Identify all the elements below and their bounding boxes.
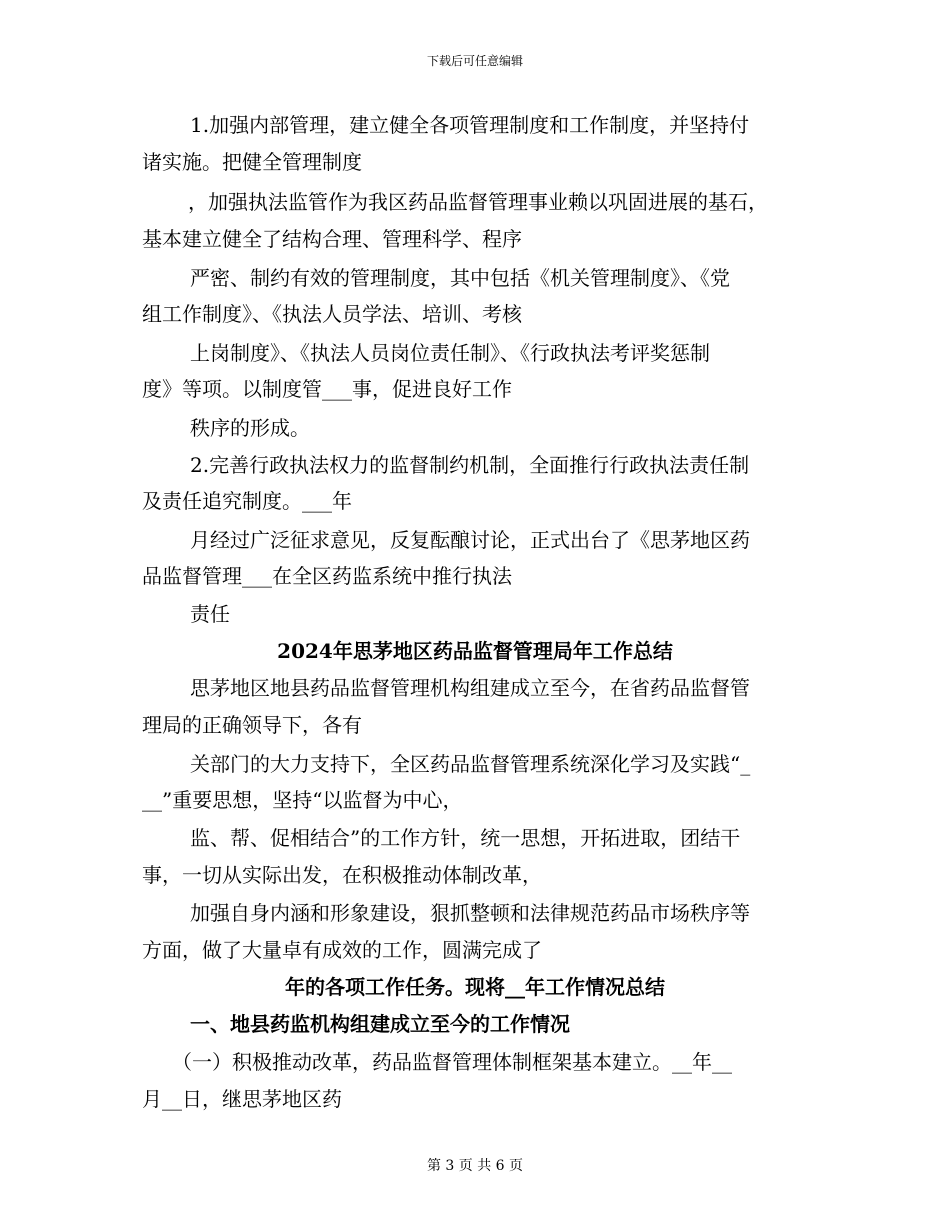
- text-line: __”重要思想，坚持“以监督为中心，: [142, 788, 463, 812]
- text-line: 责任: [190, 602, 230, 626]
- text-line: 事，一切从实际出发，在积极推动体制改革，: [142, 863, 542, 887]
- text-line: 诸实施。把健全管理制度: [142, 150, 362, 174]
- text-line: 度》等项。以制度管___事，促进良好工作: [142, 377, 512, 401]
- page-footer: 第 3 页 共 6 页: [426, 1158, 524, 1174]
- text-line: 严密、制约有效的管理制度，其中包括《机关管理制度》、《党: [190, 266, 730, 290]
- text-line: 方面，做了大量卓有成效的工作，圆满完成了: [142, 938, 542, 962]
- text-line: 月经过广泛征求意见，反复酝酿讨论，正式出台了《思茅地区药: [190, 528, 750, 552]
- text-line: 理局的正确领导下，各有: [142, 713, 362, 737]
- text-line: 基本建立健全了结构合理、管理科学、程序: [142, 227, 522, 251]
- section-heading: 一、地县药监机构组建成立至今的工作情况: [190, 1012, 570, 1036]
- text-line: ，加强执法监管作为我区药品监督管理事业赖以巩固进展的基石，: [188, 190, 768, 214]
- text-line: 监、帮、促相结合”的工作方针，统一思想，开拓进取，团结干: [190, 826, 741, 850]
- text-line: 上岗制度》、《执法人员岗位责任制》、《行政执法考评奖惩制: [190, 341, 710, 365]
- text-line: 加强自身内涵和形象建设，狠抓整顿和法律规范药品市场秩序等: [190, 901, 750, 925]
- text-line: 2.完善行政执法权力的监督制约机制，全面推行行政执法责任制: [190, 453, 750, 477]
- section-heading: 年的各项工作任务。现将__年工作情况总结: [285, 975, 665, 999]
- text-line: 关部门的大力支持下，全区药品监督管理系统深化学习及实践“_: [190, 752, 751, 776]
- text-line: 思茅地区地县药品监督管理机构组建成立至今，在省药品监督管: [190, 676, 750, 700]
- text-line: 1.加强内部管理，建立健全各项管理制度和工作制度，并坚持付: [190, 113, 750, 137]
- text-line: 秩序的形成。: [190, 416, 310, 440]
- page-header: 下载后可任意编辑: [426, 54, 523, 68]
- text-line: 组工作制度》、《执法人员学法、培训、考核: [142, 302, 522, 326]
- text-line: 品监督管理___在全区药监系统中推行执法: [142, 564, 512, 588]
- text-line: 及责任追究制度。___年: [142, 489, 352, 513]
- text-line: 月__日，继思茅地区药: [142, 1087, 342, 1111]
- text-line: （一）积极推动改革，药品监督管理体制框架基本建立。__年__: [172, 1050, 732, 1074]
- document-title: 2024年思茅地区药品监督管理局年工作总结: [277, 639, 673, 663]
